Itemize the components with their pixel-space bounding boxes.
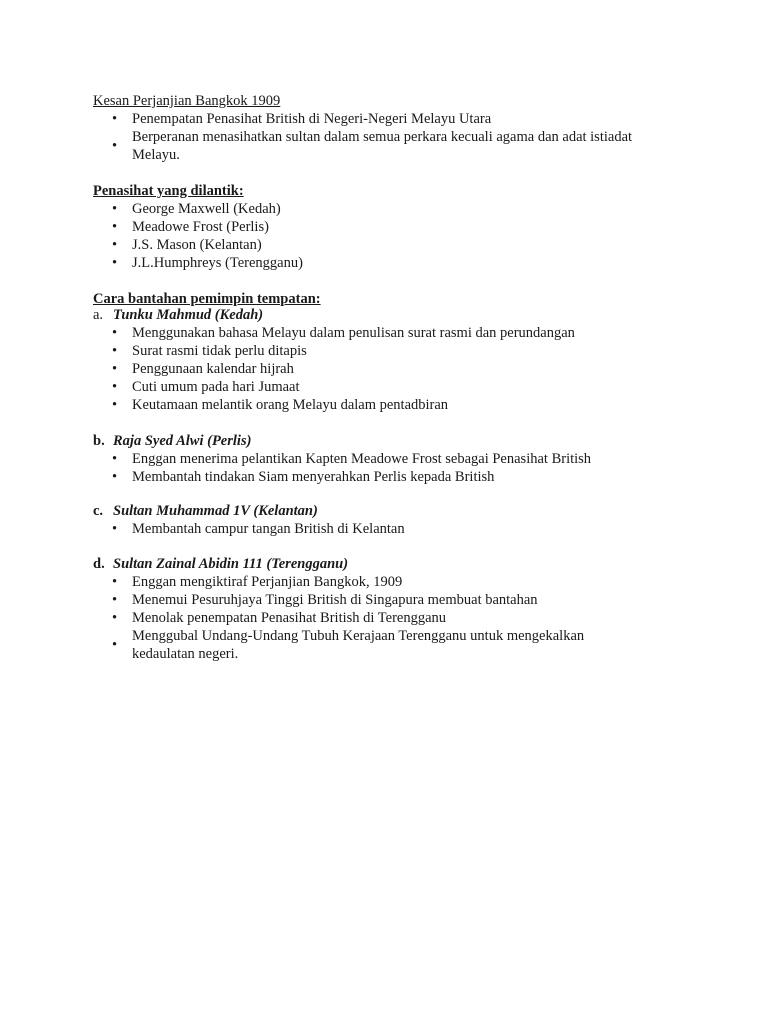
list-item: • Enggan menerima pelantikan Kapten Meadowe Frost sebagai Penasihat British [112,451,592,467]
bullet-icon: • [112,343,118,359]
list-item: • Membantah campur tangan British di Kelantan [112,521,405,537]
bullet-icon: • [112,111,118,127]
kesan-list [93,110,693,164]
kesan-heading: Kesan Perjanjian Bangkok 1909 [93,93,281,109]
section-marker: a. [93,307,104,323]
list-item: • Menemui Pesuruhjaya Tinggi British di Singapura membuat bantahan [112,592,538,608]
cara-heading: Cara bantahan pemimpin tempatan: [93,291,321,307]
section-b-list [93,450,693,486]
section-marker: c. [93,503,104,519]
section-title: Raja Syed Alwi (Perlis) [113,433,252,449]
list-item: • J.S. Mason (Kelantan) [112,237,262,253]
section-d [93,555,693,663]
bullet-icon: • [112,574,118,590]
bullet-icon: • [112,397,118,413]
section-marker: b. [93,433,105,449]
list-item: • Menolak penempatan Penasihat British di Terengganu [112,610,447,626]
list-item: • Membantah tindakan Siam menyerahkan Perlis kepada British [112,469,495,485]
section-d-list [93,573,693,663]
section-a [93,306,693,414]
bullet-icon: • [112,219,118,235]
bullet-icon: • [112,237,118,253]
section-title: Sultan Muhammad 1V (Kelantan) [113,503,318,519]
list-item: • Keutamaan melantik orang Melayu dalam pentadbiran [112,397,449,413]
bullet-icon: • [112,379,118,395]
list-item: • Enggan mengiktiraf Perjanjian Bangkok, 1909 [112,574,403,590]
bullet-icon: • [112,451,118,467]
section-title: Tunku Mahmud (Kedah) [113,307,264,323]
bullet-icon: • [112,637,118,653]
section-d-heading [93,555,693,573]
penasihat-heading: Penasihat yang dilantik: [93,183,244,199]
section-b [93,432,693,486]
bullet-icon: • [112,361,118,377]
list-item: • Surat rasmi tidak perlu ditapis [112,343,307,359]
section-b-heading [93,432,693,450]
list-item: • Menggubal Undang-Undang Tubuh Kerajaan Terengganu untuk mengekalkan kedaulatan negeri. [112,628,585,662]
list-item: • George Maxwell (Kedah) [112,201,281,217]
section-c-heading [93,502,693,520]
bullet-icon: • [112,201,118,217]
section-c-list [93,520,693,538]
section-a-list [93,324,693,414]
list-item: • Menggunakan bahasa Melayu dalam penulisan surat rasmi dan perundangan [112,325,575,341]
section-marker: d. [93,556,105,572]
bullet-icon: • [112,592,118,608]
bullet-icon: • [112,610,118,626]
bullet-icon: • [112,521,118,537]
section-c [93,502,693,538]
penasihat-block [93,182,693,272]
bullet-icon: • [112,469,118,485]
list-item: • Penggunaan kalendar hijrah [112,361,294,377]
list-item: • Penempatan Penasihat British di Negeri-Negeri Melayu Utara [112,111,492,127]
list-item: • Meadowe Frost (Perlis) [112,219,269,235]
section-a-heading [93,306,693,324]
section-title: Sultan Zainal Abidin 111 (Terengganu) [113,556,349,572]
list-item: • J.L.Humphreys (Terengganu) [112,255,303,271]
bullet-icon: • [112,138,118,154]
list-item: • Cuti umum pada hari Jumaat [112,379,300,395]
kesan-block [93,92,693,164]
bullet-icon: • [112,325,118,341]
penasihat-list [93,200,693,272]
bullet-icon: • [112,255,118,271]
list-item: • Berperanan menasihatkan sultan dalam semua perkara kecuali agama dan adat istiadat Melayu. [112,129,633,163]
